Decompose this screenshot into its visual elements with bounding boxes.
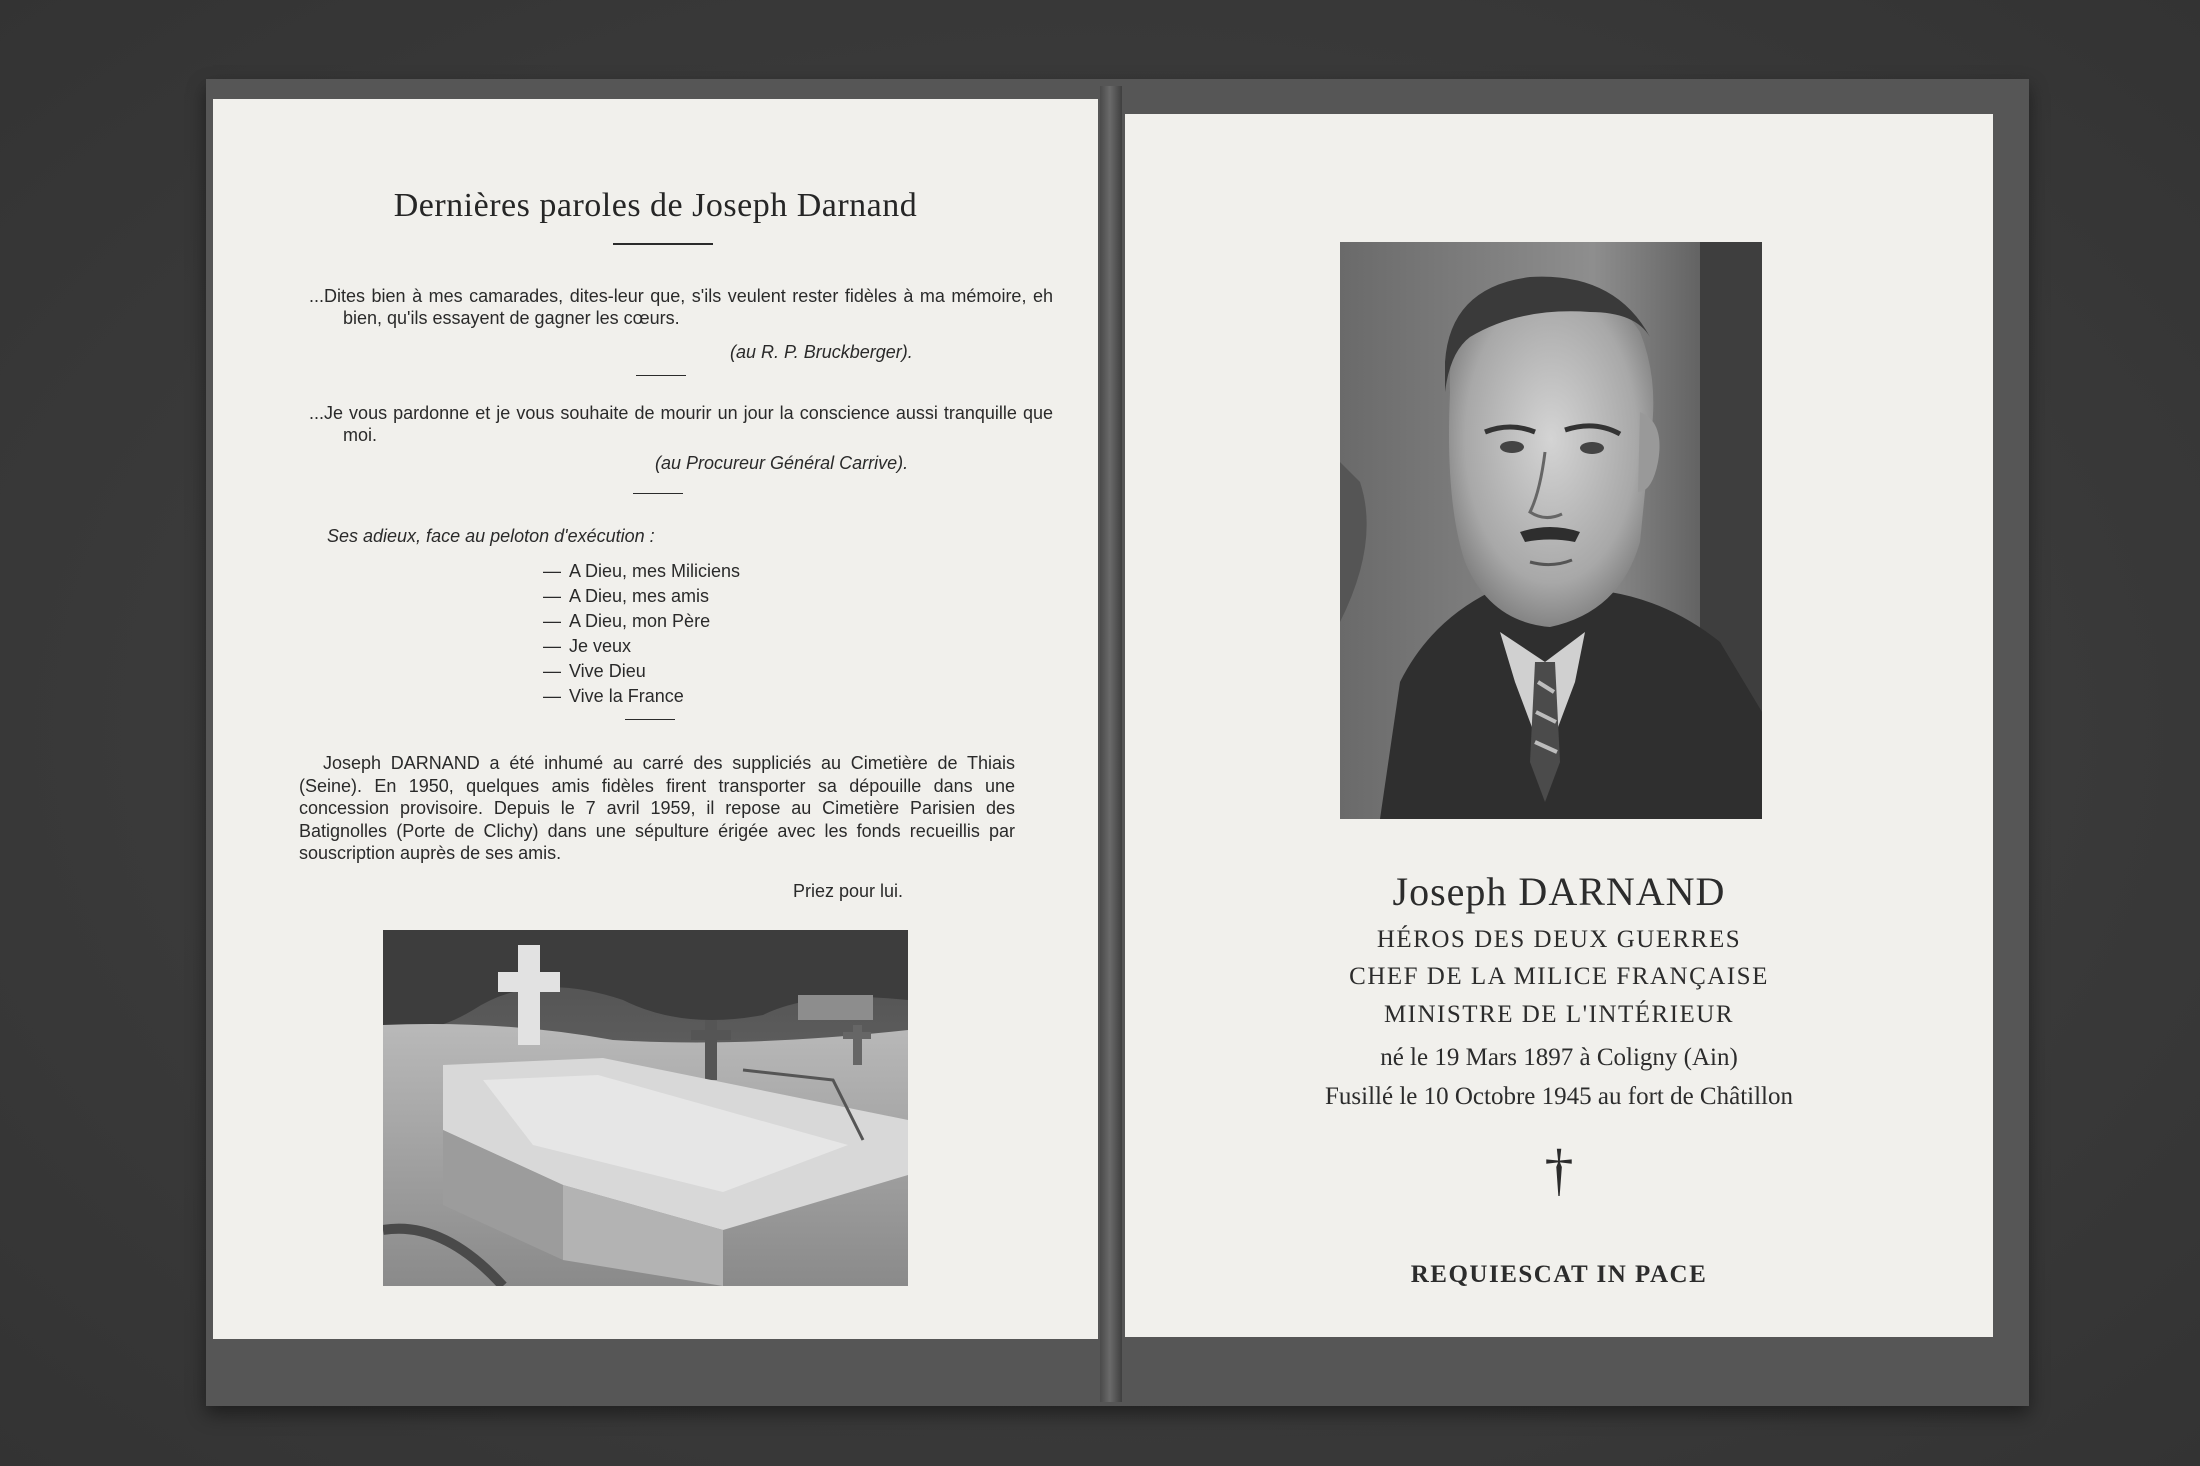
cross-icon: † [1544, 1137, 1574, 1202]
requiescat-text: REQUIESCAT IN PACE [1410, 1261, 1708, 1288]
title-line-3: MINISTRE DE L'INTÉRIEUR [1383, 1001, 1735, 1028]
deceased-name: Joseph DARNAND [1392, 869, 1726, 914]
farewell-item: — Vive Dieu [543, 661, 646, 681]
right-page [1125, 114, 1993, 1337]
separator-3 [625, 719, 675, 720]
title-line-1: HÉROS DES DEUX GUERRES [1376, 926, 1742, 953]
quote-bruckberger: ...Dites bien à mes camarades, dites-leur que, s'ils veulent rester fidèles à ma mémoire, eh bien, qu'ils essayent de gagner les cœurs. [309, 286, 1053, 328]
farewell-item: — A Dieu, mes amis [543, 586, 710, 606]
farewell-intro: Ses adieux, face au peloton d'exécution : [327, 526, 655, 546]
heading-rule [613, 243, 713, 245]
grave-photo-image [383, 930, 908, 1286]
title-line-2: CHEF DE LA MILICE FRANÇAISE [1349, 963, 1769, 990]
card-fold [1100, 86, 1122, 1402]
birth-line: né le 19 Mars 1897 à Coligny (Ain) [1380, 1044, 1738, 1071]
attribution-carrive: (au Procureur Général Carrive). [655, 453, 909, 473]
farewell-item: — Vive la France [543, 686, 684, 706]
quote-carrive: ...Je vous pardonne et je vous souhaite de mourir un jour la conscience aussi tranquille que moi. [309, 403, 1053, 445]
farewell-item: — A Dieu, mes Miliciens [543, 561, 741, 581]
prayer-text: Priez pour lui. [793, 881, 904, 901]
execution-line: Fusillé le 10 Octobre 1945 au fort de Châtillon [1325, 1083, 1793, 1110]
left-page [213, 99, 1098, 1339]
grave-photo [383, 930, 908, 1286]
farewell-item: — Je veux [543, 636, 632, 656]
burial-paragraph: Joseph DARNAND a été inhumé au carré des suppliciés au Cimetière de Thiais (Seine). En 1950, quelques amis fidèles firent transporter sa dépouille dans une concession provisoire. Depuis le 7 avril 1959, il repose au Cimetière Parisien des Batignolles (Porte de Clichy) dans une sépulture érigée avec les fonds recueillis par souscription auprès de ses amis. [299, 753, 1015, 863]
page-heading: Dernières paroles de Joseph Darnand [393, 187, 918, 224]
portrait-photo [1340, 242, 1762, 819]
separator-1 [636, 375, 686, 376]
portrait-image [1340, 242, 1762, 819]
farewell-item: — A Dieu, mon Père [543, 611, 711, 631]
separator-2 [633, 493, 683, 494]
farewell-list [543, 559, 740, 709]
attribution-bruckberger: (au R. P. Bruckberger). [730, 342, 913, 362]
